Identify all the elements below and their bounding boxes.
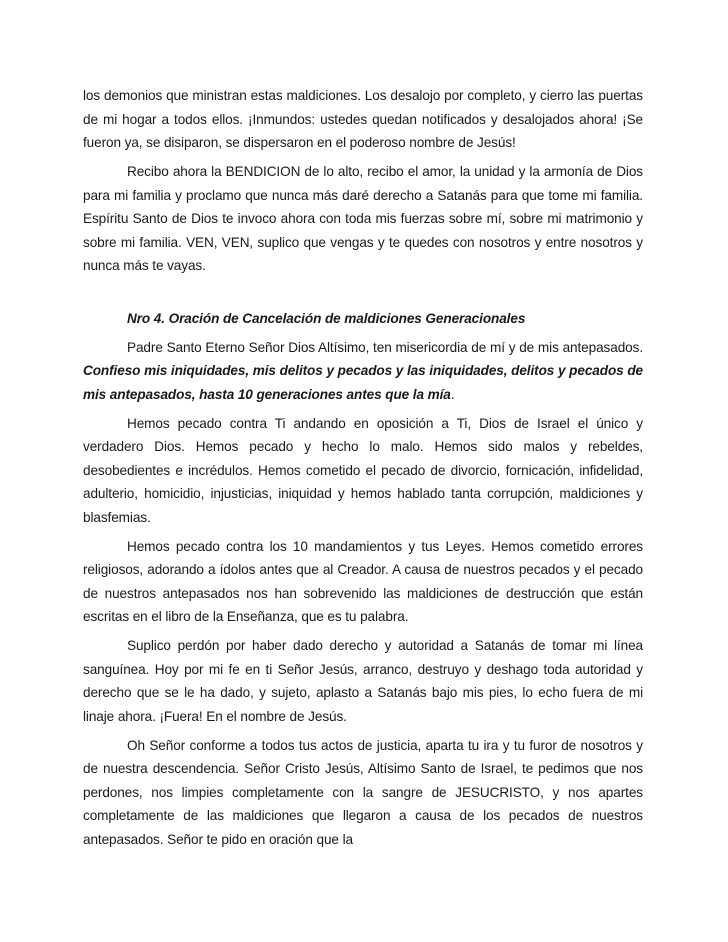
paragraph-mandamientos: Hemos pecado contra los 10 mandamientos y tus Leyes. Hemos cometido errores religiosos, adorando a ídolos antes que al Creador. A causa de nuestros pecados y el pecado de nuestros antepasados nos han sobrevenido las maldiciones de destrucción que están escritas en el libro de la Enseñanza, que es tu palabra. xyxy=(83,538,643,624)
paragraph-padre-santo-emphasis: Confieso mis iniquidades, mis delitos y pecados y las iniquidades, delitos y pecados de mis antepasados, hasta 10 generaciones antes que la mía xyxy=(83,363,643,402)
paragraph-bendicion: Recibo ahora la BENDICION de lo alto, recibo el amor, la unidad y la armonía de Dios para mi familia y proclamo que nunca más daré derecho a Satanás para que tome mi familia. Espíritu Santo de Dios te invoco ahora con toda mis fuerzas sobre mí, sobre mi matrimonio y sobre mi familia. VEN, VEN, suplico que vengas y te quedes con nosotros y entre nosotros y nunca más te vayas. xyxy=(83,164,643,273)
paragraph-hemos-pecado: Hemos pecado contra Ti andando en oposición a Ti, Dios de Israel el único y verdadero Dios. Hemos pecado y hecho lo malo. Hemos sido malos y rebeldes, desobedientes e incrédulos. Hemos cometido el pecado de divorcio, fornicación, infidelidad, adulterio, homicidio, injusticias, iniquidad y hemos hablado tanta corrupción, maldiciones y blasfemias. xyxy=(83,415,643,525)
paragraph-oh-senor: Oh Señor conforme a todos tus actos de justicia, aparta tu ira y tu furor de nosotros y de nuestra descendencia. Señor Cristo Jesús, Altísimo Santo de Israel, te pedimos que nos perdones, nos limpies completamente con la sangre de JESUCRISTO, y nos apartes completamente de las maldiciones que llegaron a causa de los pecados de nuestros antepasados. Señor te pido en oración que la xyxy=(83,737,643,847)
document-page xyxy=(83,84,643,857)
paragraph-padre-santo xyxy=(83,336,643,407)
section-heading: Nro 4. Oración de Cancelación de maldiciones Generacionales xyxy=(127,310,526,326)
paragraph-padre-santo-plain: Padre Santo Eterno Señor Dios Altísimo, ten misericordia de mí y de mis antepasados. xyxy=(127,339,643,355)
paragraph-padre-santo-end: . xyxy=(450,386,455,402)
paragraph-suplico-perdon: Suplico perdón por haber dado derecho y autoridad a Satanás de tomar mi línea sanguínea. Hoy por mi fe en ti Señor Jesús, arranco, destruyo y deshago toda autoridad y derecho que se le ha dado, y sujeto, aplasto a Satanás bajo mis pies, lo echo fuera de mi linaje ahora. ¡Fuera! En el nombre de Jesús. xyxy=(83,638,643,724)
paragraph-demonios: los demonios que ministran estas maldiciones. Los desalojo por completo, y cierro las puertas de mi hogar a todos ellos. ¡Inmundos: ustedes quedan notificados y desalojados ahora! ¡Se fueron ya, se disiparon, se dispersaron en el poderoso nombre de Jesús! xyxy=(83,88,643,150)
